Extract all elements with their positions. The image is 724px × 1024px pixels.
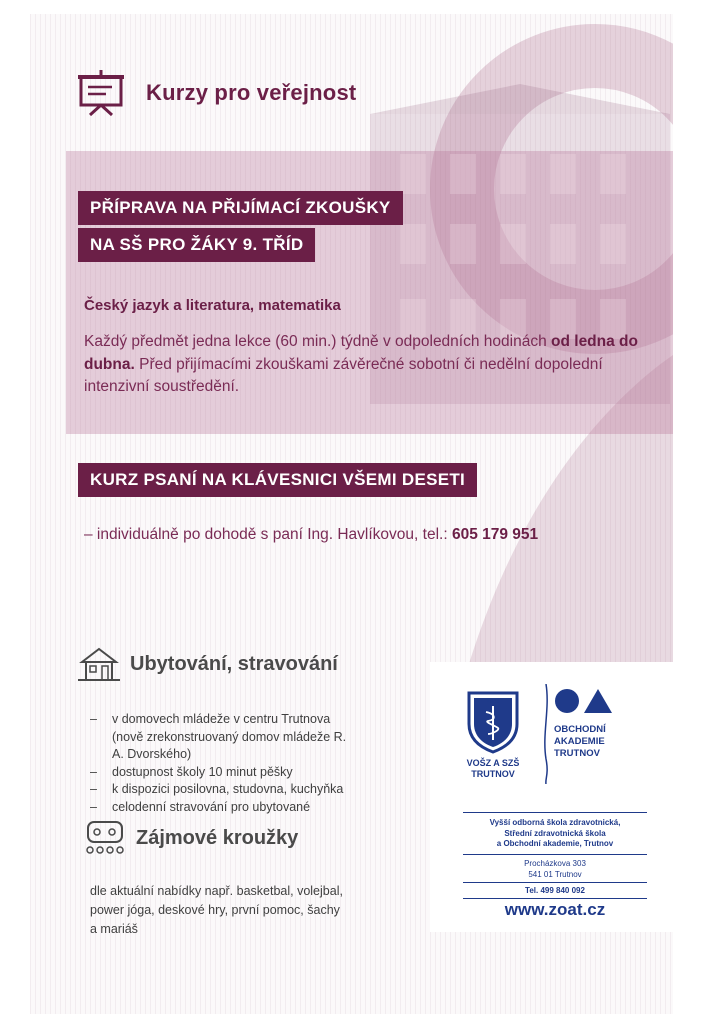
school-line2: Střední zdravotnická škola bbox=[504, 828, 606, 838]
typing-course-phone: 605 179 951 bbox=[451, 526, 539, 543]
list-item: – k dispozici posilovna, studovna, kuchyňka bbox=[90, 781, 360, 799]
address-line1: Procházkova 303 bbox=[524, 859, 586, 868]
address-line2: 541 01 Trutnov bbox=[528, 869, 582, 879]
oa-line2: AKADEMIE bbox=[554, 736, 605, 747]
school-line1: Vyšší odborná škola zdravotnická, bbox=[489, 818, 621, 827]
accommodation-list bbox=[90, 711, 360, 816]
hobbies-title: Zájmové kroužky bbox=[136, 826, 299, 849]
vosz-label bbox=[450, 758, 536, 780]
typing-course-title: KURZ PSANÍ NA KLÁVESNICI VŠEMI DESETI bbox=[78, 463, 477, 497]
vosz-line1: VOŠZ A SZŠ bbox=[466, 758, 520, 768]
exam-course-desc-part2: Před přijímacími zkouškami závěrečné sobotní či nedělní dopolední intenzivní soustředění. bbox=[84, 355, 603, 395]
school-line3: a Obchodní akademie, Trutnov bbox=[496, 839, 614, 848]
oa-label bbox=[554, 724, 606, 760]
vosz-line2: TRUTNOV bbox=[471, 769, 515, 779]
list-item: – celodenní stravování pro ubytované bbox=[90, 799, 360, 817]
website-link[interactable]: www.zoat.cz bbox=[504, 900, 606, 919]
oa-line1: OBCHODNÍ bbox=[554, 724, 606, 735]
info-rule-bottom bbox=[463, 898, 647, 899]
typing-course-contact-text: – individuálně po dohodě s paní Ing. Havlíkovou, tel.: bbox=[84, 526, 452, 543]
exam-course-subjects: Český jazyk a literatura, matematika bbox=[84, 297, 341, 314]
page-header bbox=[78, 70, 356, 116]
exam-course-desc-period: od ledna do dubna. bbox=[84, 333, 638, 373]
exam-course-desc-part1: Každý předmět jedna lekce (60 min.) týdně v odpoledních hodinách bbox=[84, 333, 552, 350]
school-address bbox=[463, 859, 647, 880]
flyer-page bbox=[30, 14, 673, 1014]
school-shield-logo bbox=[466, 690, 520, 754]
accommodation-heading bbox=[78, 646, 338, 682]
oa-line3: TRUTNOV bbox=[554, 748, 600, 759]
accommodation-title: Ubytování, stravování bbox=[130, 652, 338, 675]
info-rule-mid bbox=[463, 854, 647, 855]
hobbies-description: dle aktuální nabídky např. basketbal, volejbal, power jóga, deskové hry, první pomoc, šachy a mariáš bbox=[90, 884, 343, 936]
exam-course-title-line2: NA SŠ PRO ŽÁKY 9. TŘÍD bbox=[78, 228, 315, 262]
list-item: – dostupnost školy 10 minut pěšky bbox=[90, 764, 360, 782]
logo-year: 1949 bbox=[486, 699, 500, 705]
info-rule-lower bbox=[463, 882, 647, 883]
oa-circle-triangle-logo bbox=[554, 688, 614, 714]
hobbies-heading bbox=[84, 820, 298, 856]
logo-divider bbox=[541, 684, 551, 784]
exam-course-title-line1: PŘÍPRAVA NA PŘIJÍMACÍ ZKOUŠKY bbox=[78, 191, 403, 225]
typing-course-contact bbox=[84, 526, 538, 544]
hobby-palette-icon bbox=[84, 820, 126, 856]
presentation-board-icon bbox=[78, 70, 124, 116]
house-icon bbox=[78, 646, 120, 682]
info-rule-top bbox=[463, 812, 647, 813]
list-item: – v domovech mládeže v centru Trutnova (nově zrekonstruovaný domov mládeže R. A. Dvorského) bbox=[90, 711, 360, 764]
page-title: Kurzy pro veřejnost bbox=[146, 80, 357, 105]
school-full-name bbox=[463, 818, 647, 850]
exam-course-description bbox=[84, 331, 644, 399]
school-logo-box bbox=[430, 662, 673, 932]
school-phone: Tel. 499 840 092 bbox=[525, 886, 585, 895]
